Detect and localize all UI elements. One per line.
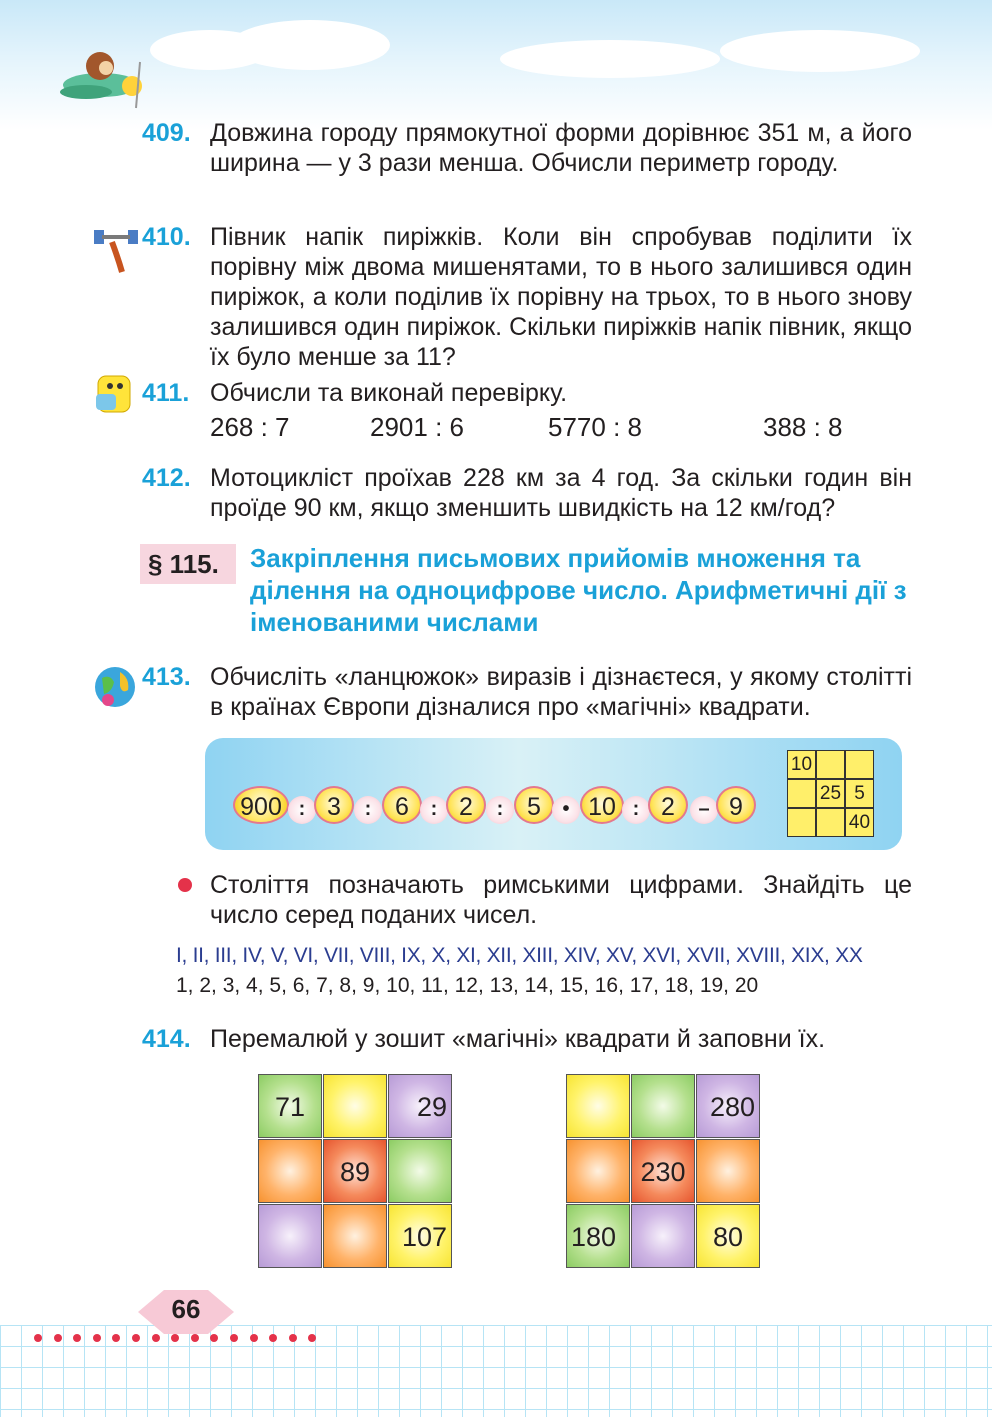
globe-icon (92, 664, 138, 710)
square-cell (566, 1139, 630, 1203)
chain-number: 5 (514, 786, 554, 824)
decor-dot (93, 1334, 101, 1342)
chain-number: 2 (648, 786, 688, 824)
square-cell: 40 (845, 808, 874, 837)
task-409 (142, 118, 912, 178)
cloud (720, 30, 920, 72)
square-cell (816, 750, 845, 779)
calc-expression: 388 : 8 (763, 412, 843, 442)
arabic-numerals-row: 1, 2, 3, 4, 5, 6, 7, 8, 9, 10, 11, 12, 13, 14, 15, 16, 17, 18, 19, 20 (176, 974, 759, 997)
square-cell (323, 1074, 387, 1138)
chain-number: 900 (233, 786, 289, 824)
task-text: Довжина городу прямокутної форми дорівнює 351 м, а його ширина — у 3 рази менша. Обчисли периметр городу. (210, 119, 912, 177)
calc-expression: 2901 : 6 (370, 412, 464, 442)
square-cell: 10 (787, 750, 816, 779)
task-413 (142, 662, 912, 722)
square-cell: 280 (696, 1074, 760, 1138)
square-cell (388, 1139, 452, 1203)
task-410 (142, 222, 912, 372)
notebook-grid (0, 1325, 992, 1417)
hedgehog-plane-icon (56, 40, 146, 110)
square-cell: 25 (816, 779, 845, 808)
chain-operator: : (354, 796, 382, 824)
chain-operator: : (288, 796, 316, 824)
task-number: 412. (142, 464, 191, 492)
chain-number: 9 (716, 786, 756, 824)
note-text: Століття позначають римськими цифрами. Знайдіть це число серед поданих чисел. (210, 871, 912, 929)
square-cell (631, 1074, 695, 1138)
cloud (230, 20, 390, 70)
chain-operator: – (690, 796, 718, 824)
decor-dot (54, 1334, 62, 1342)
chain-number: 3 (314, 786, 354, 824)
square-cell (631, 1204, 695, 1268)
header-sky (0, 0, 992, 130)
task-number: 409. (142, 119, 191, 147)
small-magic-square (787, 750, 874, 837)
page-number: 66 (171, 1294, 201, 1324)
calc-expression: 5770 : 8 (548, 412, 642, 442)
square-cell (566, 1074, 630, 1138)
cloud (500, 40, 720, 78)
paragraph-title: Закріплення письмових прийомів множення та ділення на одноцифрове число. Арифметичні дії з іменованими числами (250, 543, 907, 637)
note (142, 870, 912, 930)
task-number: 414. (142, 1025, 191, 1053)
chain-number: 10 (580, 786, 624, 824)
chain-number: 6 (382, 786, 422, 824)
task-number: 410. (142, 223, 191, 251)
task-414 (142, 1024, 912, 1054)
decor-dot (152, 1334, 160, 1342)
square-cell (323, 1204, 387, 1268)
decor-dot (132, 1334, 140, 1342)
chain-operator: : (486, 796, 514, 824)
task-412 (142, 463, 912, 523)
chain-operator: : (420, 796, 448, 824)
square-cell: 5 (845, 779, 874, 808)
square-cell: 107 (388, 1204, 452, 1268)
decor-dot (250, 1334, 258, 1342)
chain-operator: • (552, 796, 580, 824)
task-411 (142, 378, 912, 408)
task-text: Мотоцикліст проїхав 228 км за 4 год. За скільки годин він проїде 90 км, якщо зменшить швидкість на 12 км/год? (210, 464, 912, 522)
square-cell: 180 (566, 1204, 630, 1268)
task-text: Обчисли та виконай перевірку. (210, 379, 568, 407)
chain-number: 2 (446, 786, 486, 824)
task-text: Перемалюй у зошит «магічні» квадрати й заповни їх. (210, 1025, 826, 1053)
decor-dot (289, 1334, 297, 1342)
task-number: 411. (142, 379, 190, 407)
square-cell: 29 (388, 1074, 452, 1138)
square-cell (787, 779, 816, 808)
backpack-icon (90, 372, 138, 416)
square-cell: 89 (323, 1139, 387, 1203)
square-cell: 71 (258, 1074, 322, 1138)
task-number: 413. (142, 663, 191, 691)
task-text: Півник напік пиріжків. Коли він спробував поділити їх порівну між двома мишенятами, то в нього залишився один пиріжок, а коли поділив їх порівну на трьох, то в нього знову залишився один пиріжок. Скільки пиріжків напік півник, якщо їх було менше за 11? (210, 223, 912, 371)
paragraph-badge: § 115. (140, 544, 236, 584)
decor-dot (34, 1334, 42, 1342)
square-cell (696, 1139, 760, 1203)
square-cell (845, 750, 874, 779)
decor-dot (191, 1334, 199, 1342)
roman-numerals-row: I, II, III, IV, V, VI, VII, VIII, IX, X, XI, XII, XIII, XIV, XV, XVI, XVII, XVIII, XIX, XX (176, 944, 863, 967)
calc-expression: 268 : 7 (210, 412, 290, 442)
square-cell (258, 1204, 322, 1268)
square-cell (787, 808, 816, 837)
chain-operator: : (622, 796, 650, 824)
task-text: Обчисліть «ланцюжок» виразів і дізнаєтеся, у якому столітті в країнах Європи дізналися про «магічні» квадрати. (210, 663, 912, 721)
square-cell (816, 808, 845, 837)
square-cell (258, 1139, 322, 1203)
dumbbell-icon (92, 222, 140, 274)
magic-square-2 (566, 1074, 760, 1268)
decor-dot (230, 1334, 238, 1342)
square-cell: 230 (631, 1139, 695, 1203)
square-cell: 80 (696, 1204, 760, 1268)
magic-square-1 (258, 1074, 452, 1268)
